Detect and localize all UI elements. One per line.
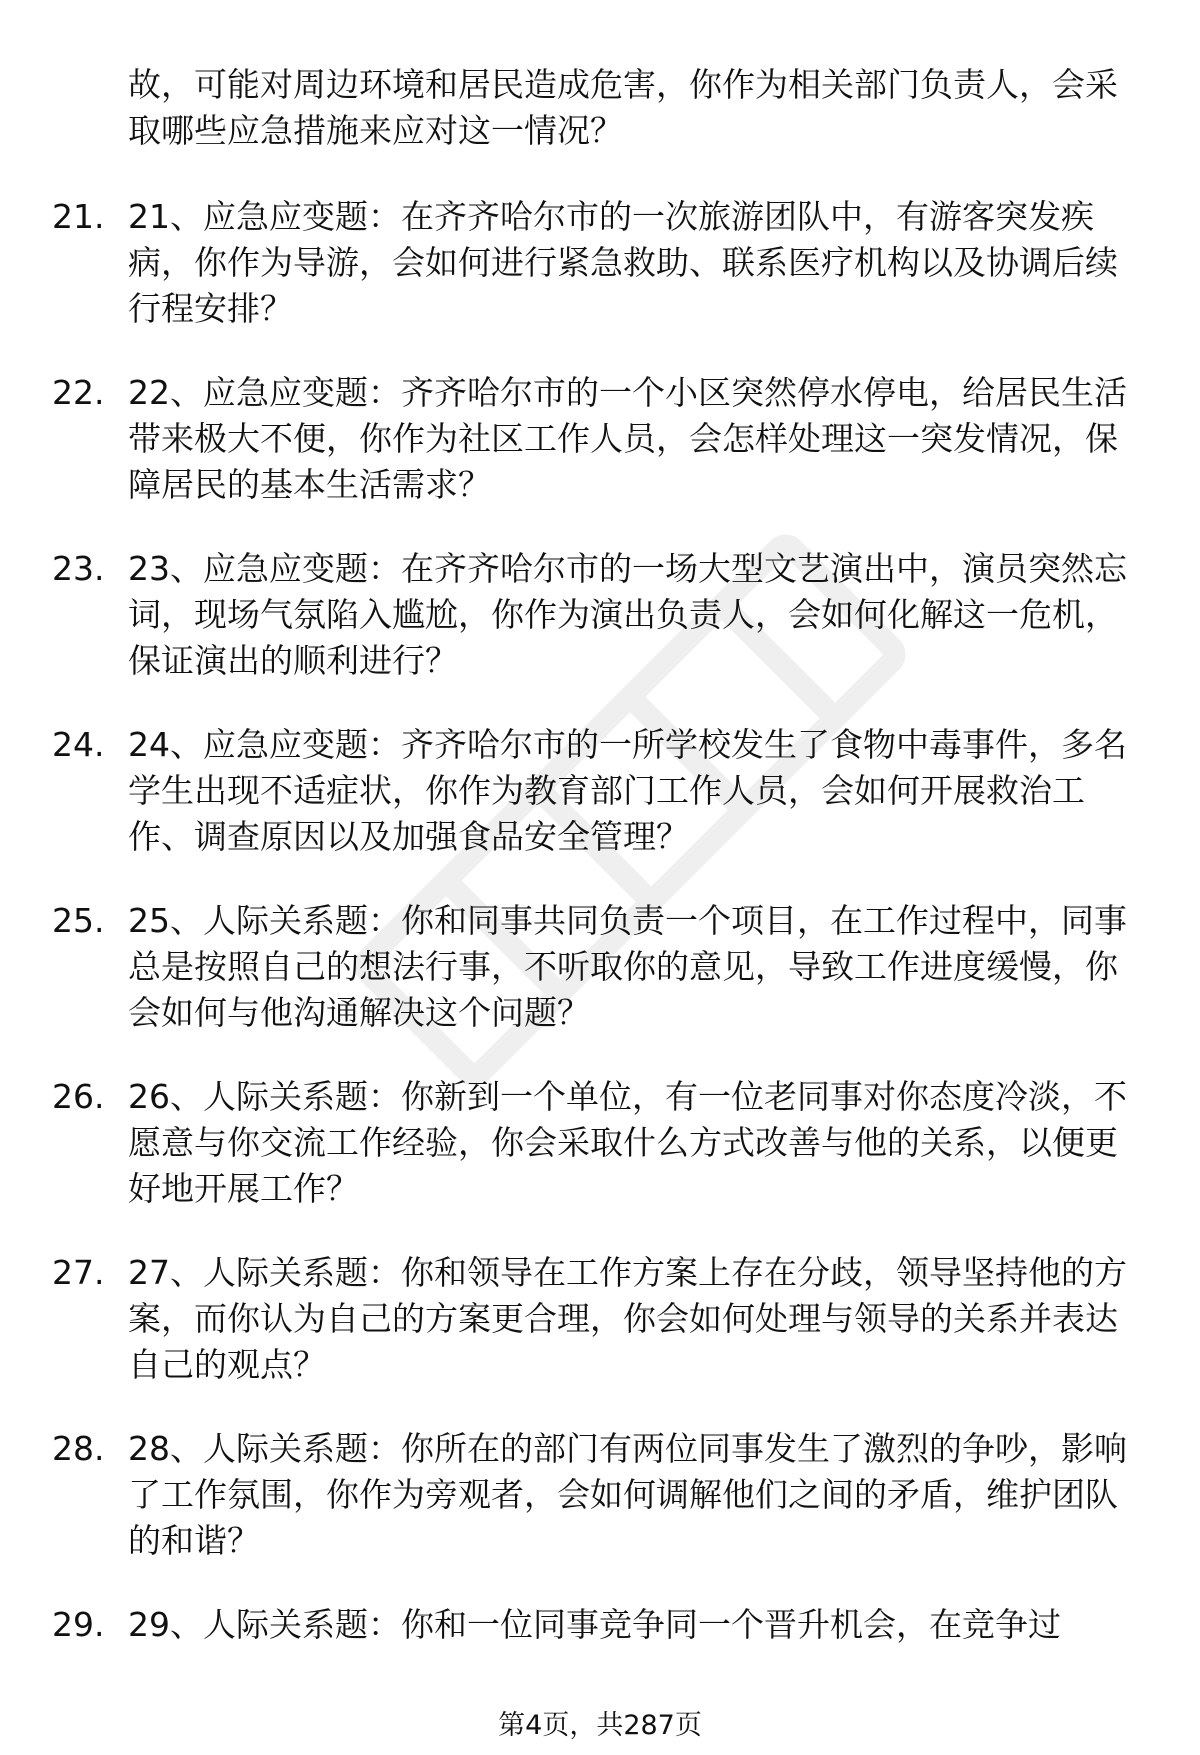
question-number: 27. xyxy=(52,1253,105,1292)
question-list xyxy=(0,194,1200,1686)
question-item-21 xyxy=(0,194,1200,332)
question-number: 29. xyxy=(52,1605,105,1644)
continued-question-text: 故，可能对周边环境和居民造成危害，你作为相关部门负责人，会采取哪些应急措施来应对这一情况？ xyxy=(128,65,1118,150)
question-item-27 xyxy=(0,1250,1200,1388)
question-number: 28. xyxy=(52,1429,105,1468)
question-item-29 xyxy=(0,1602,1200,1648)
question-item-22 xyxy=(0,370,1200,508)
question-text: 26、人际关系题：你新到一个单位，有一位老同事对你态度冷淡，不愿意与你交流工作经验，你会采取什么方式改善与他的关系，以便更好地开展工作？ xyxy=(128,1077,1127,1208)
question-text: 24、应急应变题：齐齐哈尔市的一所学校发生了食物中毒事件，多名学生出现不适症状，你作为教育部门工作人员，会如何开展救治工作、调查原因以及加强食品安全管理？ xyxy=(128,725,1127,856)
question-text: 25、人际关系题：你和同事共同负责一个项目，在工作过程中，同事总是按照自己的想法行事，不听取你的意见，导致工作进度缓慢，你会如何与他沟通解决这个问题？ xyxy=(128,901,1127,1032)
page-footer: 第4页，共287页 xyxy=(498,1710,702,1741)
question-number: 25. xyxy=(52,901,105,940)
question-number: 23. xyxy=(52,549,105,588)
question-item-28 xyxy=(0,1426,1200,1564)
question-text: 21、应急应变题：在齐齐哈尔市的一次旅游团队中，有游客突发疾病，你作为导游，会如何进行紧急救助、联系医疗机构以及协调后续行程安排？ xyxy=(128,197,1118,328)
question-text: 28、人际关系题：你所在的部门有两位同事发生了激烈的争吵，影响了工作氛围，你作为旁观者，会如何调解他们之间的矛盾，维护团队的和谐？ xyxy=(128,1429,1127,1560)
question-item-24 xyxy=(0,722,1200,860)
question-item-23 xyxy=(0,546,1200,684)
question-text: 22、应急应变题：齐齐哈尔市的一个小区突然停水停电，给居民生活带来极大不便，你作为社区工作人员，会怎样处理这一突发情况，保障居民的基本生活需求？ xyxy=(128,373,1127,504)
question-item-25 xyxy=(0,898,1200,1036)
question-number: 22. xyxy=(52,373,105,412)
question-number: 26. xyxy=(52,1077,105,1116)
question-number: 24. xyxy=(52,725,105,764)
question-text: 23、应急应变题：在齐齐哈尔市的一场大型文艺演出中，演员突然忘词，现场气氛陷入尴尬，你作为演出负责人，会如何化解这一危机，保证演出的顺利进行？ xyxy=(128,549,1127,680)
question-item-26 xyxy=(0,1074,1200,1212)
question-text: 29、人际关系题：你和一位同事竞争同一个晋升机会，在竞争过 xyxy=(128,1605,1061,1644)
question-number: 21. xyxy=(52,197,105,236)
question-text: 27、人际关系题：你和领导在工作方案上存在分歧，领导坚持他的方案，而你认为自己的方案更合理，你会如何处理与领导的关系并表达自己的观点？ xyxy=(128,1253,1127,1384)
